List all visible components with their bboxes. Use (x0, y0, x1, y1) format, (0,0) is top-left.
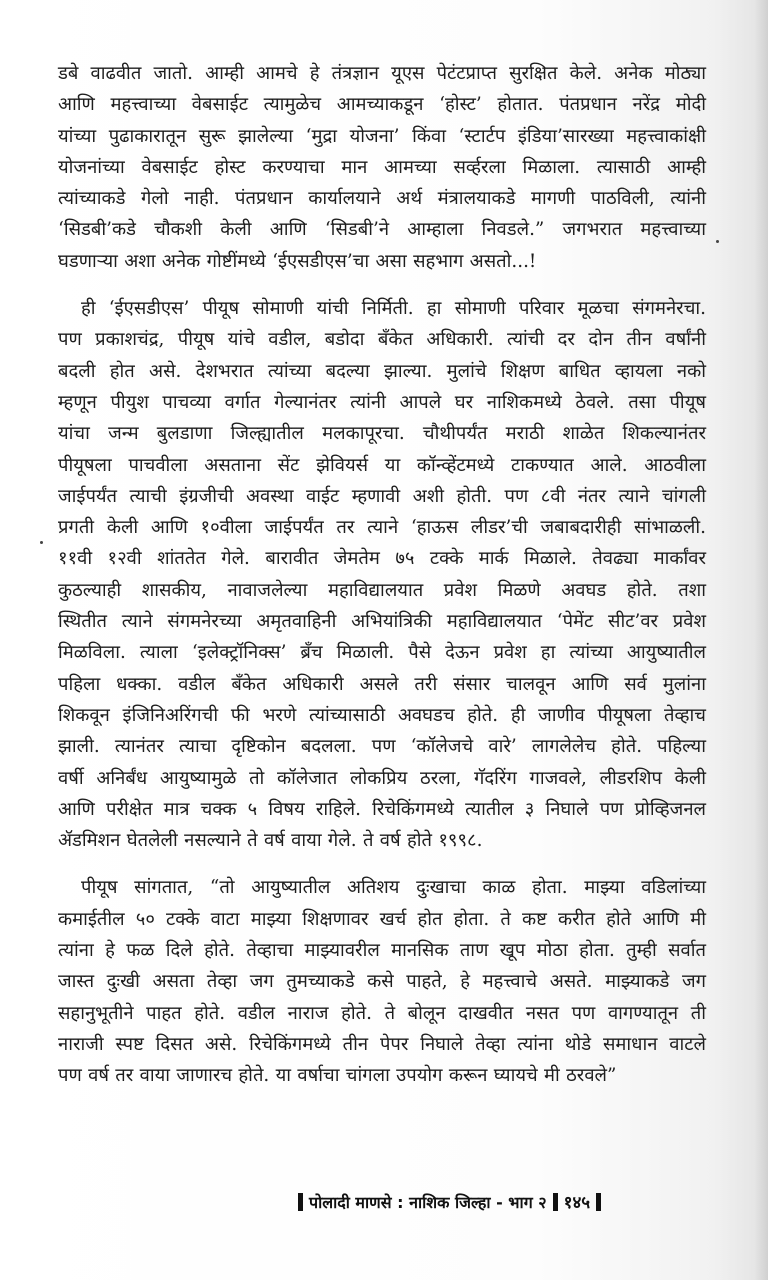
page-edge-shadow (754, 0, 768, 1280)
text-line: पीयूषला पाचवीला असताना सेंट झेवियर्स या कॉन्व्हेंटमध्ये टाकण्यात आले. आठवीला (58, 454, 706, 476)
text-line: घडणाऱ्या अशा अनेक गोष्टींमध्ये ‘ईएसडीएस’चा असा सहभाग असतो...! (58, 250, 537, 272)
text-line: कुठल्याही शासकीय, नावाजलेल्या महाविद्यालयात प्रवेश मिळणे अवघड होते. तशा (58, 579, 706, 601)
text-line: यांचा जन्म बुलडाणा जिल्ह्यातील मलकापूरचा. चौथीपर्यंत मराठी शाळेत शिकल्यानंतर (58, 423, 706, 445)
paragraph-spacer (58, 856, 706, 872)
text-line: डबे वाढवीत जातो. आम्ही आमचे हे तंत्रज्ञान यूएस पेटंटप्राप्त सुरक्षित केले. अनेक मोठ्या (58, 63, 706, 84)
text-line: त्यांच्याकडे गेलो नाही. पंतप्रधान कार्यालयाने अर्थ मंत्रालयाकडे मागणी पाठविली, त्यांनी (58, 188, 706, 210)
text-line: कमाईतील ५० टक्के वाटा माझ्या शिक्षणावर खर्च होत होता. ते कष्ट करीत होते आणि मी (58, 908, 706, 930)
text-line: सहानुभूतीने पाहत होते. वडील नाराज होते. ते बोलून दाखवीत नसत पण वागण्यातून ती (58, 1002, 706, 1024)
text-line: आणि परीक्षेत मात्र चक्क ५ विषय राहिले. रिचेकिंगमध्ये त्यातील ३ निघाले पण प्रोव्हिजनल (58, 798, 706, 820)
text-line: पीयूष सांगतात, “तो आयुष्यातील अतिशय दुःखाचा काळ होता. माझ्या वडिलांच्या (81, 877, 706, 899)
footer-bar-middle (553, 1193, 558, 1211)
text-line: नाराजी स्पष्ट दिसत असे. रिचेकिंगमध्ये तीन पेपर निघाले तेव्हा त्यांना थोडे समाधान वाटले (58, 1033, 706, 1055)
text-line: शिकवून इंजिनिअरिंगची फी भरणे त्यांच्यासाठी अवघडच होते. ही जाणीव पीयूषला तेव्हाच (58, 704, 706, 726)
footer-bar-right (596, 1193, 601, 1211)
paragraph-3 (58, 872, 706, 1091)
text-line: बदली होत असे. देशभरात त्यांच्या बदल्या झाल्या. मुलांचे शिक्षण बाधित व्हायला नको (58, 360, 706, 382)
text-line: पहिला धक्का. वडील बँकेत अधिकारी असले तरी संसार चालवून आणि सर्व मुलांना (58, 673, 706, 695)
running-footer (292, 1188, 704, 1218)
paragraph-spacer (58, 277, 706, 293)
scan-speck (716, 240, 719, 243)
scan-speck (40, 541, 43, 544)
paragraph-2 (58, 293, 706, 856)
text-line: ॲडमिशन घेतलेली नसल्याने ते वर्ष वाया गेले. ते वर्ष होते १९९८. (58, 830, 483, 852)
text-line: त्यांना हे फळ दिले होते. तेव्हाचा माझ्यावरील मानसिक ताण खूप मोठा होता. तुम्ही सर्वात (58, 940, 706, 962)
body-text (58, 58, 706, 1092)
text-line: प्रगती केली आणि १०वीला जाईपर्यंत तर त्याने ‘हाऊस लीडर’ची जबाबदारीही सांभाळली. (58, 517, 706, 539)
text-line: वर्षी अनिर्बंध आयुष्यामुळे तो कॉलेजात लोकप्रिय ठरला, गॅदरिंग गाजवले, लीडरशिप केली (58, 767, 706, 789)
text-line: ही ‘ईएसडीएस’ पीयूष सोमाणी यांची निर्मिती. हा सोमाणी परिवार मूळचा संगमनेरचा. (81, 298, 706, 320)
text-line: आणि महत्त्वाच्या वेबसाईट त्यामुळेच आमच्याकडून ‘होस्ट’ होतात. पंतप्रधान नरेंद्र मोदी (58, 94, 706, 116)
text-line: स्थितीत त्याने संगमनेरच्या अमृतवाहिनी अभियांत्रिकी महाविद्यालयात ‘पेमेंट सीट’वर प्रवेश (58, 611, 706, 633)
text-line: ११वी १२वी शांततेत गेले. बारावीत जेमतेम ७५ टक्के मार्क मिळाले. तेवढ्या मार्कांवर (58, 548, 706, 570)
footer-bar-left (298, 1193, 303, 1211)
text-line: जास्त दुःखी असता तेव्हा जग तुमच्याकडे कसे पाहते, हे महत्त्वाचे असते. माझ्याकडे जग (58, 971, 706, 993)
text-line: पण प्रकाशचंद्र, पीयूष यांचे वडील, बडोदा बँकेत अधिकारी. त्यांची दर दोन तीन वर्षांनी (58, 329, 706, 351)
text-line: मिळविला. त्याला ‘इलेक्ट्रॉनिक्स’ ब्रँच मिळाली. पैसे देऊन प्रवेश हा त्यांच्या आयुष्यातील (58, 642, 706, 664)
footer-book-title: पोलादी माणसे : नाशिक जिल्हा - भाग २ (309, 1193, 547, 1212)
footer-page-number: १४५ (563, 1193, 591, 1213)
text-line: योजनांच्या वेबसाईट होस्ट करण्याचा मान आमच्या सर्व्हरला मिळाला. त्यासाठी आम्ही (58, 156, 706, 178)
text-line: ‘सिडबी’कडे चौकशी केली आणि ‘सिडबी’ने आम्हाला निवडले.” जगभरात महत्त्वाच्या (58, 219, 706, 241)
text-line: यांच्या पुढाकारातून सुरू झालेल्या ‘मुद्रा योजना’ किंवा ‘स्टार्टप इंडिया’सारख्या महत्त्वाकांक्षी (58, 125, 706, 147)
paragraph-1 (58, 58, 706, 277)
text-line: झाली. त्यानंतर त्याचा दृष्टिकोन बदलला. पण ‘कॉलेजचे वारे’ लागलेलेच होते. पहिल्या (58, 736, 706, 758)
text-line: पण वर्ष तर वाया जाणारच होते. या वर्षाचा चांगला उपयोग करून घ्यायचे मी ठरवले” (58, 1065, 617, 1087)
text-line: म्हणून पीयुश पाचव्या वर्गात गेल्यानंतर त्यांनी आपले घर नाशिकमध्ये ठेवले. तसा पीयूष (58, 391, 706, 413)
text-line: जाईपर्यंत त्याची इंग्रजीची अवस्था वाईट म्हणावी अशी होती. पण ८वी नंतर त्याने चांगली (58, 485, 706, 507)
